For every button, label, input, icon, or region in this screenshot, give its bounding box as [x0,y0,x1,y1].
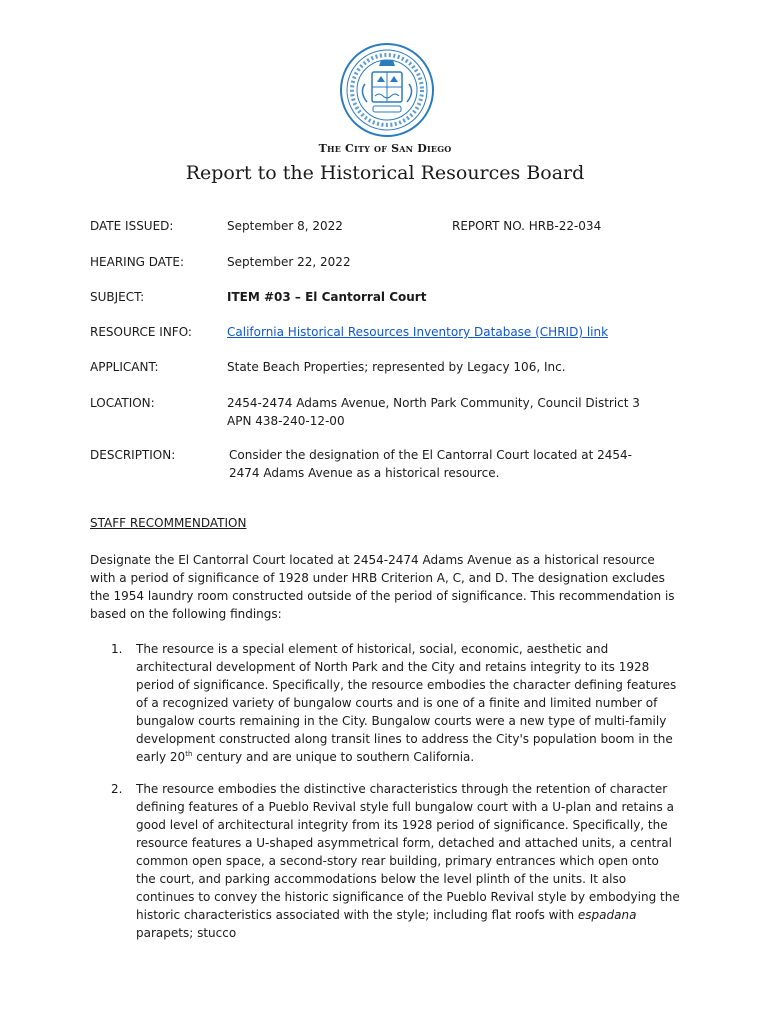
report-number: REPORT NO. HRB-22-034 [452,219,602,233]
finding-1-body: The resource is a special element of historical, social, economic, aesthetic and architectural development of North Park and the City and retains integrity to its 1928 period of significance. Specifically, the resource embodies the character defining features of a recognized variety of bungalow courts and is one of a finite and limited number of bungalow courts remaining in the City. Bungalow courts were a new type of multi-family development constructed along transit lines to address the City's population boom in the early 20 [136,642,677,764]
location-line1: 2454-2474 Adams Avenue, North Park Community, Council District 3 [227,396,640,410]
date-issued-value: September 8, 2022 [227,219,343,233]
city-of-san-diego-seal-icon [339,42,435,138]
finding-2-body: The resource embodies the distinctive characteristics through the retention of character defining features of a Pueblo Revival style full bungalow court with a U-plan and retains a good level of architectural integrity from its 1928 period of significance. Specifically, the resource features a U-shaped asymmetrical form, detached and attached units, a central common open space, a second-story rear building, primary entrances which open onto the court, and parking accommodations below the level plinth of the units. It also continues to convey the historic significance of the Pueblo Revival style by embodying the historic characteristics associated with the style; including flat roofs with [136,782,680,922]
resource-info-label: RESOURCE INFO: [90,325,192,339]
location-line2: APN 438-240-12-00 [227,414,345,428]
staff-recommendation-heading: STAFF RECOMMENDATION [90,516,247,530]
finding-2-end: parapets; stucco [136,926,237,940]
hearing-date-value: September 22, 2022 [227,255,351,269]
subject-value: ITEM #03 – El Cantorral Court [227,290,427,304]
date-issued-label: DATE ISSUED: [90,219,174,233]
description-value: Consider the designation of the El Cantorral Court located at 2454-2474 Adams Avenue as a historical resource. [229,448,632,480]
location-label: LOCATION: [90,396,155,410]
city-name: The City of San Diego [318,142,452,155]
hearing-date-label: HEARING DATE: [90,255,185,269]
subject-label: SUBJECT: [90,290,145,304]
applicant-value: State Beach Properties; represented by Legacy 106, Inc. [227,360,566,374]
finding-2-emphasis: espadana [577,908,637,922]
finding-1-end: century and are unique to southern California. [192,750,475,764]
finding-2-number: 2. [111,782,123,796]
finding-1-superscript: th [185,750,193,758]
finding-1-text [136,640,680,766]
description-label: DESCRIPTION: [90,448,176,462]
applicant-label: APPLICANT: [90,360,159,374]
chrid-link[interactable]: California Historical Resources Inventory Database (CHRID) link [227,325,609,339]
finding-1-number: 1. [111,642,123,656]
finding-2-text [136,780,680,942]
staff-recommendation-paragraph: Designate the El Cantorral Court located at 2454-2474 Adams Avenue as a historical resource with a period of significance of 1928 under HRB Criterion A, C, and D. The designation excludes the 1954 laundry room constructed outside of the period of significance. This recommendation is based on the following findings: [90,553,675,621]
report-title: Report to the Historical Resources Board [185,162,585,184]
